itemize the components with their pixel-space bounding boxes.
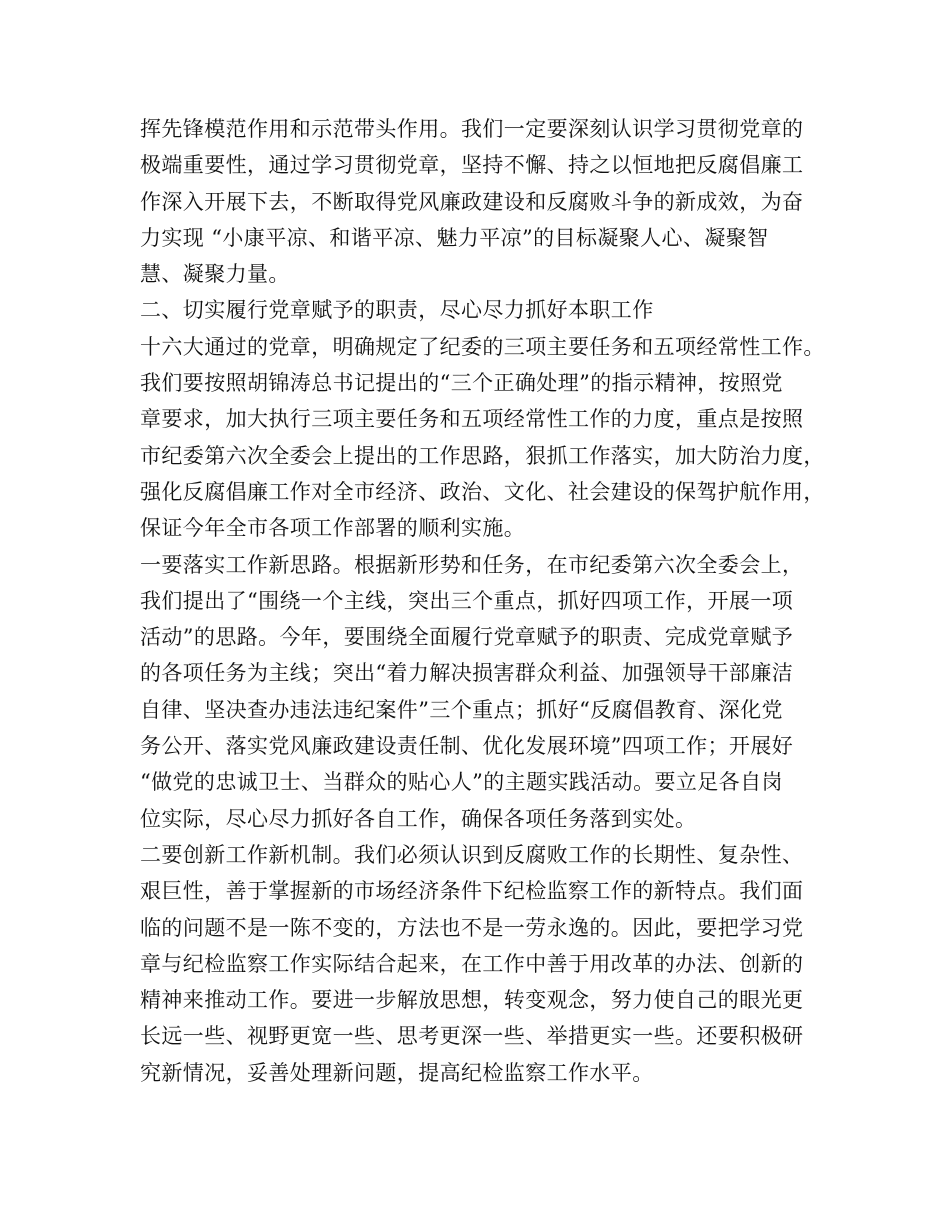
text-line: 位实际，尽心尽力抓好各自工作，确保各项任务落到实处。	[140, 806, 697, 831]
text-line: 艰巨性，善于掌握新的市场经济条件下纪检监察工作的新特点。我们面	[140, 879, 804, 904]
text-line: 作深入开展下去，不断取得党风廉政建设和反腐败斗争的新成效，为奋	[140, 189, 804, 214]
section-heading: 二、切实履行党章赋予的职责，尽心尽力抓好本职工作	[140, 298, 654, 323]
text-line: 挥先锋模范作用和示范带头作用。我们一定要深刻认识学习贯彻党章的	[140, 117, 804, 141]
text-line: 精神来推动工作。要进一步解放思想，转变观念，努力使自己的眼光更	[140, 988, 804, 1013]
text-line: 一要落实工作新思路。根据新形势和任务，在市纪委第六次全委会上，	[140, 552, 804, 577]
text-line: 的各项任务为主线；突出“着力解决损害群众利益、加强领导干部廉洁	[140, 661, 794, 686]
text-line: 力实现 “小康平凉、和谐平凉、魅力平凉”的目标凝聚人心、凝聚智	[140, 225, 769, 250]
text-line: 二要创新工作新机制。我们必须认识到反腐败工作的长期性、复杂性、	[140, 842, 804, 867]
text-line: 强化反腐倡廉工作对全市经济、政治、文化、社会建设的保驾护航作用，	[140, 479, 825, 504]
text-line: 慧、凝聚力量。	[140, 262, 290, 287]
text-line: 自律、坚决查办违法违纪案件”三个重点；抓好“反腐倡教育、深化党	[140, 697, 783, 722]
text-line: 章与纪检监察工作实际结合起来，在工作中善于用改革的办法、创新的	[140, 951, 804, 976]
text-line: 长远一些、视野更宽一些、思考更深一些、举措更实一些。还要积极研	[140, 1024, 804, 1049]
text-line: 保证今年全市各项工作部署的顺利实施。	[140, 516, 526, 541]
text-line: 市纪委第六次全委会上提出的工作思路，狠抓工作落实，加大防治力度，	[140, 443, 825, 468]
text-line: 务公开、落实党风廉政建设责任制、优化发展环境”四项工作；开展好	[140, 734, 794, 759]
text-line: 十六大通过的党章，明确规定了纪委的三项主要任务和五项经常性工作。	[140, 334, 825, 359]
text-line: 究新情况，妥善处理新问题，提高纪检监察工作水平。	[140, 1060, 654, 1085]
text-line: 活动”的思路。今年，要围绕全面履行党章赋予的职责、完成党章赋予	[140, 625, 794, 650]
text-line: 我们提出了“围绕一个主线，突出三个重点，抓好四项工作，开展一项	[140, 588, 794, 613]
text-line: 我们要按照胡锦涛总书记提出的“三个正确处理”的指示精神，按照党	[140, 371, 783, 396]
text-line: 极端重要性，通过学习贯彻党章，坚持不懈、持之以恒地把反腐倡廉工	[140, 153, 804, 178]
text-line: “做党的忠诚卫士、当群众的贴心人”的主题实践活动。要立足各自岗	[140, 770, 783, 795]
text-line: 临的问题不是一陈不变的，方法也不是一劳永逸的。因此，要把学习党	[140, 915, 804, 940]
document-body	[140, 111, 830, 1091]
text-line: 章要求，加大执行三项主要任务和五项经常性工作的力度，重点是按照	[140, 407, 804, 432]
